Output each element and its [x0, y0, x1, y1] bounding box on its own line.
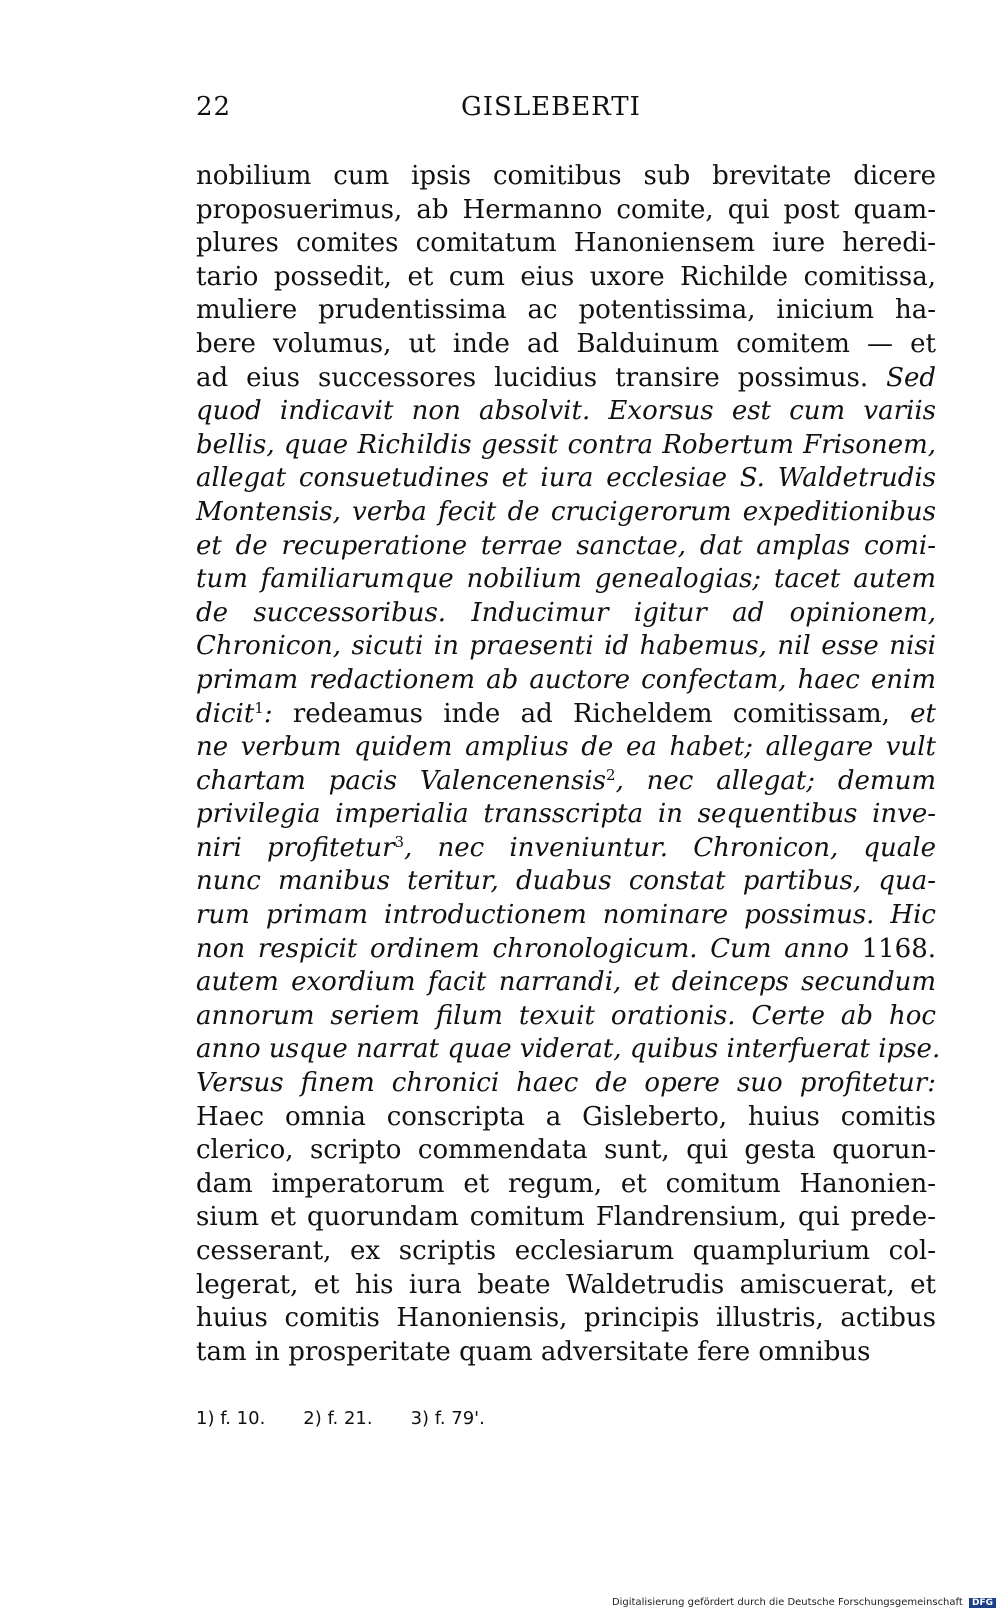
text-line	[196, 597, 936, 631]
text-segment: Chronicon, sicuti in praesenti id habemus, nil esse nisi	[196, 631, 936, 662]
footnote: 3) f. 79'.	[410, 1408, 485, 1429]
text-line	[196, 933, 936, 967]
page-header	[196, 92, 936, 132]
running-head: GISLEBERTI	[461, 92, 641, 122]
text-segment: bellis, quae Richildis gessit contra Robertum Frisonem,	[196, 429, 936, 460]
text-line	[196, 865, 936, 899]
text-segment: dam imperatorum et regum, et comitum Hanonien-	[196, 1168, 936, 1199]
text-line	[196, 563, 936, 597]
footnote-ref: 1	[254, 698, 264, 717]
text-line	[196, 731, 936, 765]
text-line	[196, 1269, 936, 1303]
text-segment: chartam pacis Valencenensis	[196, 765, 607, 796]
text-line	[196, 832, 936, 866]
text-segment: ne verbum quidem amplius de ea habet; allegare vult	[196, 732, 936, 763]
footnotes	[196, 1408, 523, 1429]
text-segment: Haec omnia conscripta a Gisleberto, huius comitis	[196, 1101, 936, 1132]
body-text	[196, 160, 941, 1369]
text-segment: rum primam introductionem nominare possimus. Hic	[196, 900, 936, 931]
footnote: 1) f. 10.	[196, 1408, 266, 1429]
text-segment: anno usque narrat quae viderat, quibus interfuerat ipse.	[196, 1034, 941, 1065]
text-line	[196, 1235, 936, 1269]
text-line	[196, 294, 936, 328]
text-segment: 1168.	[861, 933, 936, 964]
text-line	[196, 1302, 936, 1336]
text-segment: legerat, et his iura beate Waldetrudis amiscuerat, et	[196, 1269, 936, 1300]
text-line	[196, 1000, 936, 1034]
text-segment: huius comitis Hanoniensis, principis illustris, actibus	[196, 1303, 936, 1334]
credit-text: Digitalisierung gefördert durch die Deutsche Forschungsgemeinschaft	[611, 1597, 963, 1608]
text-segment: autem exordium facit narrandi, et deinceps secundum	[196, 967, 936, 998]
text-line	[196, 496, 936, 530]
text-segment: proposuerimus, ab Hermanno comite, qui post quam-	[196, 194, 936, 225]
text-line	[196, 362, 936, 396]
text-segment: nunc manibus teritur, duabus constat partibus, qua-	[196, 866, 936, 897]
text-line	[196, 899, 936, 933]
text-segment: et de recuperatione terrae sanctae, dat amplas comi-	[196, 530, 936, 561]
text-segment: Montensis, verba fecit de crucigerorum expeditionibus	[196, 496, 936, 527]
text-segment: bere volumus, ut inde ad Balduinum comitem — et	[196, 328, 936, 359]
text-segment: muliere prudentissima ac potentissima, inicium ha-	[196, 295, 936, 326]
text-line	[196, 227, 936, 261]
text-segment: ad eius successores lucidius transire possimus.	[196, 362, 887, 393]
text-line	[196, 1101, 936, 1135]
text-segment: :	[263, 698, 293, 729]
text-segment: sium et quorundam comitum Flandrensium, qui prede-	[196, 1202, 936, 1233]
text-segment: tam in prosperitate quam adversitate fere omnibus	[196, 1336, 871, 1367]
text-line	[196, 160, 936, 194]
text-line	[196, 462, 936, 496]
footnote-ref: 2	[606, 765, 616, 784]
text-line	[196, 1336, 936, 1370]
text-line	[196, 1168, 936, 1202]
text-segment: Versus finem chronici haec de opere suo profitetur:	[196, 1068, 936, 1099]
text-line	[196, 664, 936, 698]
text-segment: tum familiarumque nobilium genealogias; tacet autem	[196, 564, 936, 595]
footnote-ref: 3	[394, 832, 405, 851]
text-line	[196, 1201, 936, 1235]
text-line	[196, 328, 936, 362]
text-segment: , nec inveniuntur. Chronicon, quale	[404, 832, 936, 863]
text-line	[196, 698, 936, 732]
digitization-credit	[612, 1597, 996, 1608]
text-segment: Sed	[886, 362, 936, 393]
text-segment: allegat consuetudines et iura ecclesiae S. Waldetrudis	[196, 463, 936, 494]
text-line	[196, 798, 936, 832]
text-line	[196, 261, 936, 295]
text-line	[196, 765, 936, 799]
text-line	[196, 395, 936, 429]
text-line	[196, 630, 936, 664]
text-segment: et	[910, 698, 936, 729]
text-segment: redeamus inde ad Richeldem comitissam,	[292, 698, 911, 729]
text-segment: privilegia imperialia transscripta in sequentibus inve-	[196, 799, 936, 830]
page-number: 22	[196, 92, 232, 122]
text-segment: clerico, scripto commendata sunt, qui gesta quorun-	[196, 1135, 936, 1166]
text-line	[196, 1067, 936, 1101]
text-segment: non respicit ordinem chronologicum. Cum anno	[196, 933, 862, 964]
text-line	[196, 194, 936, 228]
text-line	[196, 966, 936, 1000]
text-line	[196, 530, 936, 564]
text-segment: tario possedit, et cum eius uxore Richilde comitissa,	[196, 261, 936, 292]
footnote: 2) f. 21.	[303, 1408, 373, 1429]
text-line	[196, 429, 936, 463]
text-segment: quod indicavit non absolvit. Exorsus est cum variis	[196, 396, 936, 427]
text-segment: annorum seriem filum texuit orationis. Certe ab hoc	[196, 1000, 936, 1031]
text-line	[196, 1033, 941, 1067]
text-segment: dicit	[196, 698, 255, 729]
text-segment: nobilium cum ipsis comitibus sub brevitate dicere	[196, 161, 936, 191]
text-segment: plures comites comitatum Hanoniensem iure heredi-	[196, 228, 936, 259]
text-segment: primam redactionem ab auctore confectam, haec enim	[196, 664, 936, 695]
text-line	[196, 1134, 936, 1168]
text-segment: de successoribus. Inducimur igitur ad opinionem,	[196, 597, 936, 628]
text-segment: cesserant, ex scriptis ecclesiarum quamplurium col-	[196, 1236, 936, 1266]
text-segment: , nec allegat; demum	[615, 765, 936, 796]
dfg-logo: DFG	[969, 1598, 996, 1608]
text-segment: niri profitetur	[196, 832, 395, 863]
